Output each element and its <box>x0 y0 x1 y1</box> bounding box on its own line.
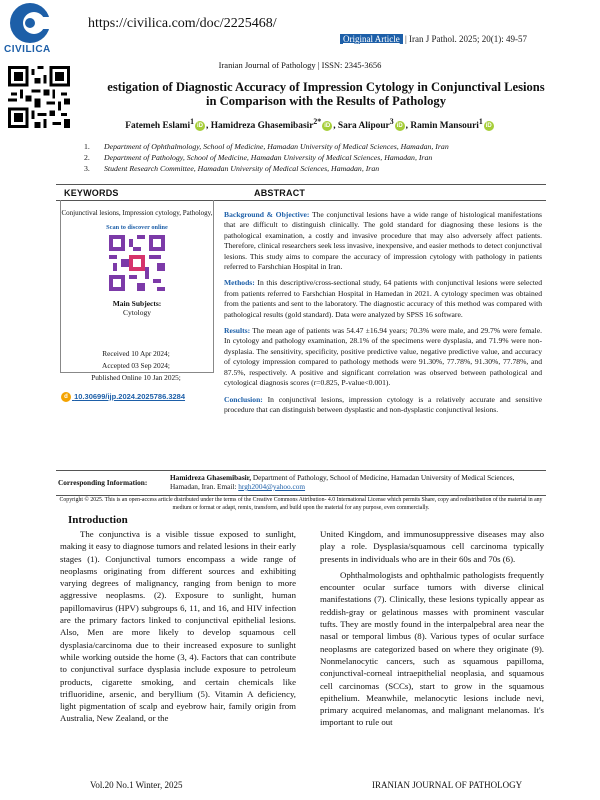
corresponding-text: Hamidreza Ghasemibasir, Department of Pathology, School of Medicine, Hamadan University of Medical Sciences, Hamadan, Iran. Email: hrgh2004@yahoo.com <box>170 473 515 491</box>
civilica-logo-icon <box>6 2 58 44</box>
body-column-right <box>320 528 544 733</box>
abstract-background: Background & Objective: The conjunctival lesions have a wide range of histological manifestations that are difficult to distinguish clinically. The gold standard for diagnosing these lesions is the pathological examination, a costly and invasive procedure that may also adversely affect patients. Therefore, clinical researchers seek less invasive, inexpensive, and easier methods to detect conjunctival lesions. This study aims to compare the accuracy of impression cytology with pathology in patients referred to Farshchian Hospital in Iran. <box>224 210 542 272</box>
article-type-badge[interactable]: Original Article <box>340 34 403 44</box>
body-column-left <box>60 528 296 729</box>
author-name: , Hamidreza Ghasemibasir <box>206 121 314 132</box>
footer-journal: IRANIAN JOURNAL OF PATHOLOGY <box>372 780 523 790</box>
abstract-results: Results: The mean age of patients was 54.47 ±16.94 years; 70.3% were male, and 29.7% were female. In cytology and pathology examination, 28.1% of the specimens were dysplasia, and 71.9% were non-dysplasia. The sensitivity, specificity, positive predictive value, negative predictive value, and accuracy of cytology impression compared to pathology methods were 91.30%, 77.78%, 91.30%, 77.78%, and 87.5%, respectively. A positive and significant correlation was observed between pathological and cytological diagnosis scores (r=0.825, P-value<0.001). <box>224 326 542 388</box>
main-subjects <box>61 299 213 317</box>
civilica-logo-text: CIVILICA <box>4 44 51 55</box>
article-dates <box>60 348 212 384</box>
citation: | Iran J Pathol. 2025; 20(1): 49-57 <box>402 34 528 44</box>
copyright-notice: Copyright © 2025. This is an open-access article distributed under the terms of the Creative Commons Attribution- 4.0 International License which permits Share, copy and redistribution of the material in any medium or format or adapt, remix, transform, and build upon the material for any purpose, even commercially. <box>59 497 543 511</box>
orcid-icon[interactable]: iD <box>197 122 203 129</box>
affiliation-item: 2. Department of Pathology, School of Medicine, Hamadan University of Medical Sciences, Hamadan, Iran <box>84 153 433 162</box>
main-subjects-label: Main Subjects: <box>112 299 162 308</box>
document-url[interactable]: https://civilica.com/doc/2225468/ <box>88 16 277 31</box>
journal-issn: Iranian Journal of Pathology | ISSN: 2345-3656 <box>218 60 382 70</box>
orcid-icon[interactable]: iD <box>485 122 492 129</box>
author-name: Fatemeh Eslami <box>125 121 191 132</box>
author-name: , Sara Alipour <box>333 121 390 132</box>
abstract-heading: ABSTRACT <box>254 188 306 198</box>
author-affiliation-mark: 1 <box>478 117 483 126</box>
author-affiliation-mark: 3 <box>389 117 394 126</box>
keywords-text: Conjunctival lesions, Impression cytology, Pathology, <box>61 209 213 217</box>
footer-volume: Vol.20 No.1 Winter, 2025 <box>90 780 183 790</box>
author-affiliation-mark: 1 <box>190 117 194 126</box>
doi-text[interactable]: 10.30699/ijp.2024.2025786.3284 <box>74 392 186 401</box>
abstract-body <box>224 210 542 421</box>
article-title <box>76 80 576 108</box>
article-meta <box>340 34 527 44</box>
body-paragraph: Ophthalmologists and ophthalmic pathologists frequently encounter ocular surface tumors with diverse clinical manifestations (7). Clinically, these lesions typically appear as reddish-gray or gelatinous masses with prominent vascular tufts. They are mostly found in the interpalpebral area near the nasal or temporal limbus (8). Various types of ocular surface neoplasms are categorized based on where they originate (9). Nonmelanocytic cancers, such as squamous papilloma, conjunctival-corneal intraepithelial neoplasia, and squamous cell carcinomas (SCCs), start to grow in the squamous epithelium. Meanwhile, melanocytic lesions include nevi, primary acquired melanomas, and malignant melanomas. It's important to rule out <box>320 569 544 728</box>
body-paragraph: The conjunctiva is a visible tissue exposed to sunlight, making it easy to diagnose tumors and related lesions in their early stages (1). Conjunctival tumors encompass a wide range of neoplasms originating from different sources and exhibiting varying degrees of malignancy, ranging from benign to more aggressive neoplasms. (2). Exposure to sunlight, human papillomavirus (HPV) subgroups 6, 11, and 16, and HIV infection are the primary factors linked to conjunctival epithelial lesions. Also, Men are more likely to develop squamous cell dysplasia/carcinoma due to their increased exposure to sunlight while working outside the home (3, 4). Factors that can contribute to conjunctival surface dysplasia include exposure to petroleum products, cigarette smoking, and certain chemicals like trifluoridine, arsenic, and beryllium (5). Vitamin A deficiency, light pigmentation of scalp and eyebrow hair, family origin from Australia, New Zealand, or the <box>60 529 296 724</box>
accepted-date: Accepted 03 Sep 2024; <box>102 361 170 370</box>
introduction-heading: Introduction <box>68 514 128 526</box>
doi-link[interactable] <box>60 392 185 402</box>
doi-icon: d <box>61 392 71 402</box>
affiliation-item: 3. Student Research Committee, Hamadan University of Medical Sciences, Hamadan, Iran <box>84 164 380 173</box>
keywords-heading: KEYWORDS <box>64 188 119 198</box>
article-qr-code-icon[interactable] <box>109 235 165 291</box>
body-paragraph: United Kingdom, and immunosuppressive diseases may also play a role. Dysplasia/squamous cell carcinoma typically presents in individuals who are in their 60s and 70s (6). <box>320 529 544 564</box>
orcid-icon[interactable]: iD <box>324 122 331 129</box>
section-rule <box>56 184 546 185</box>
corresponding-info <box>56 470 546 496</box>
published-date: Published Online 10 Jan 2025; <box>91 373 181 382</box>
title-line-2: in Comparison with the Results of Pathology <box>206 94 446 108</box>
title-line-1: estigation of Diagnostic Accuracy of Impression Cytology in Conjunctival Lesions <box>107 80 545 94</box>
affiliation-item: 1. Department of Ophthalmology, School of Medicine, Hamadan University of Medical Sciences, Hamadan, Iran <box>84 142 449 151</box>
author-name: , Ramin Mansouri <box>405 121 479 132</box>
corresponding-email-link[interactable]: hrgh2004@yahoo.com <box>238 482 306 491</box>
author-list <box>60 117 560 131</box>
scan-label: Scan to discover online <box>106 224 168 231</box>
author-affiliation-mark: 2* <box>313 117 322 126</box>
corresponding-label: Corresponding Information: <box>58 478 148 487</box>
abstract-conclusion: Conclusion: In conjunctival lesions, impression cytology is a relatively accurate and sensitive procedure that can distinguish between dysplastic and non-dysplastic conjunctival lesions. <box>224 394 542 414</box>
abstract-methods: Methods: In this descriptive/cross-sectional study, 64 patients with conjunctival lesions were selected from patients referred to Farshchian Hospital in Hamedan in 2021. A cytology specimen was obtained from the patients and sent to the laboratory. The diagnostic accuracy of this method was compared with pathological results (gold standard). Data were analyzed by SPSS 16 software. <box>224 278 542 319</box>
main-subjects-value: Cytology <box>123 308 151 317</box>
received-date: Received 10 Apr 2024; <box>102 349 170 358</box>
orcid-icon[interactable]: iD <box>396 122 403 129</box>
affiliation-list <box>84 141 449 174</box>
